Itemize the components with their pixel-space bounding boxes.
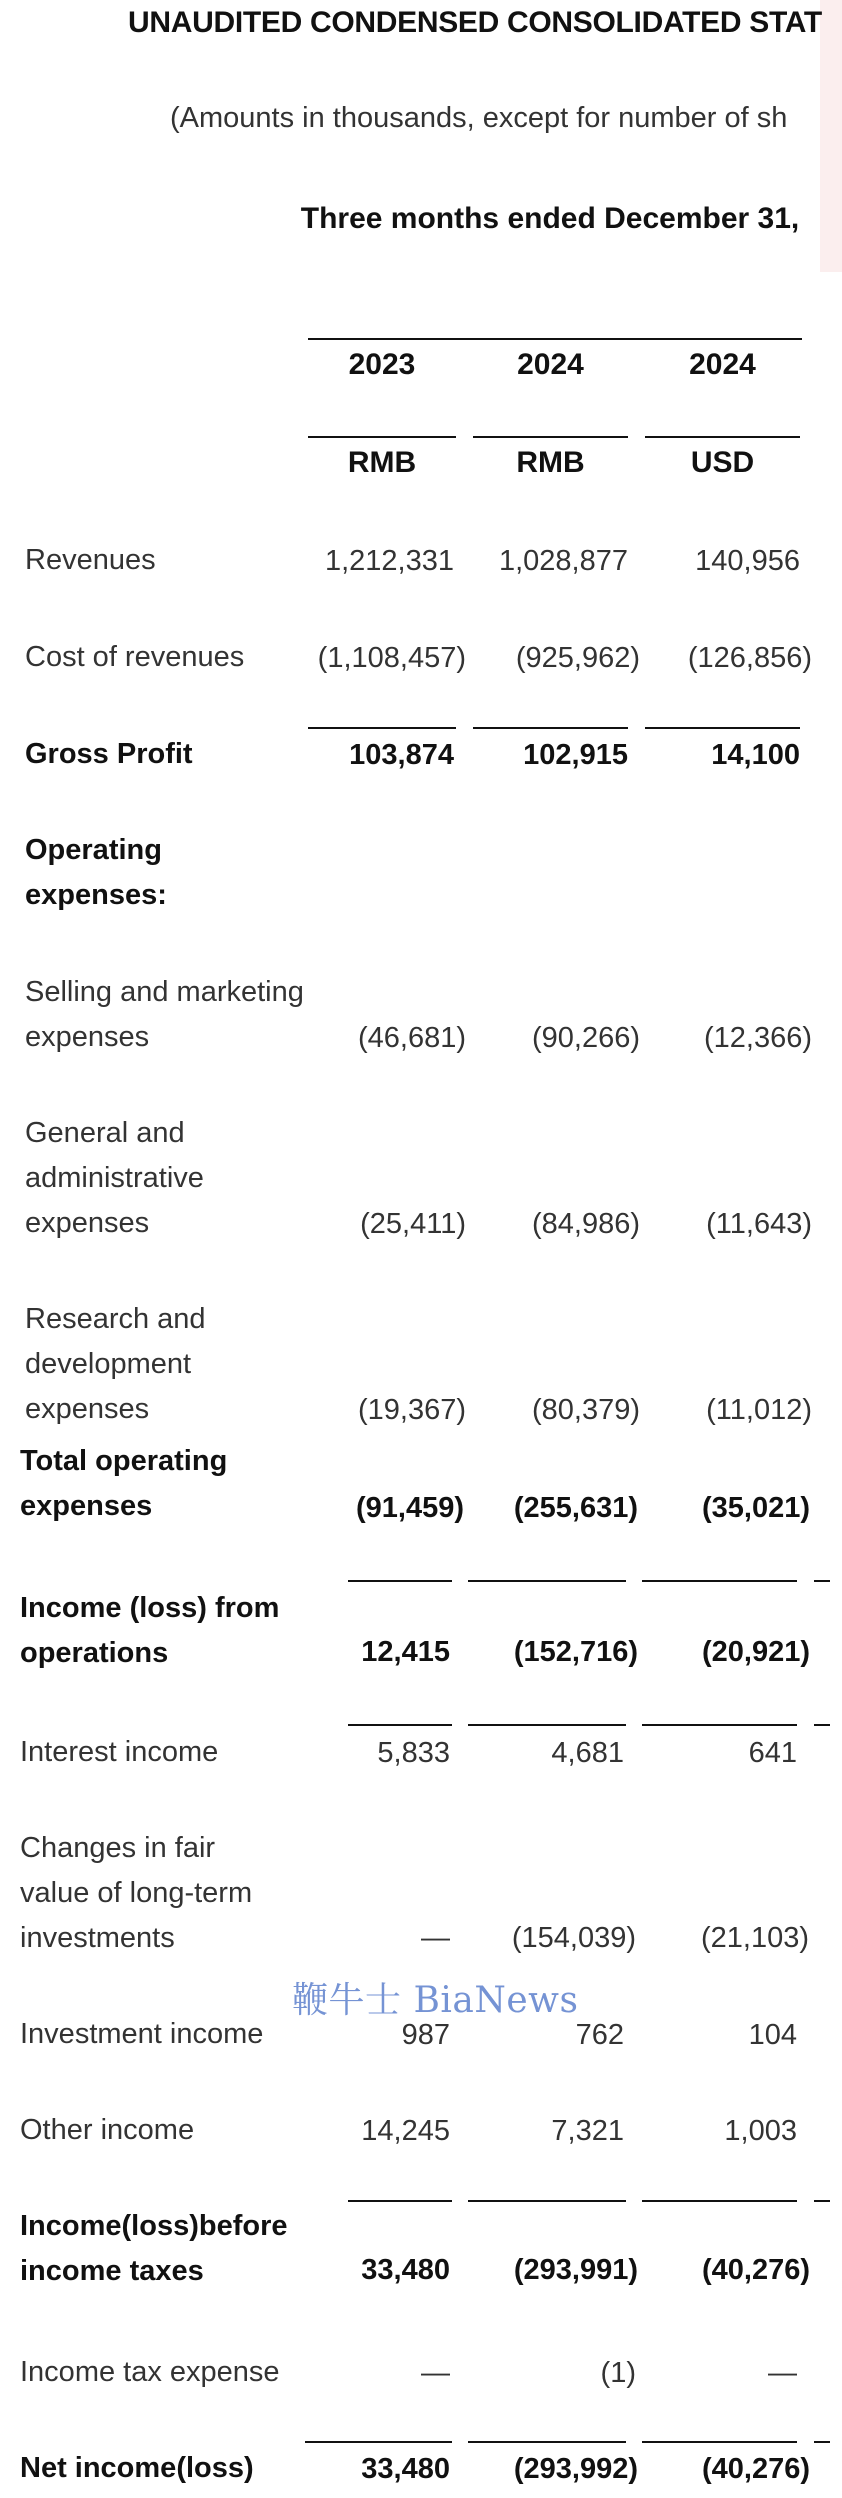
value-cost-2023: (1,108,457) (317, 642, 466, 674)
row-label-total-operating: Total operating expenses (20, 1445, 228, 1522)
value-total-opex-2023: (91,459) (355, 1492, 464, 1524)
value-rd-2023: (19,367) (357, 1394, 466, 1426)
row-label-general-admin: General and administrative expenses (25, 1117, 204, 1239)
row-label-investment-income: Investment income (20, 2018, 264, 2050)
subtotal-rule (468, 1580, 626, 1582)
value-tax-2024-rmb: (1) (600, 2357, 636, 2389)
value-net-2024-usd: (40,276) (701, 2453, 810, 2485)
amounts-note: (Amounts in thousands, except for number of sh (170, 102, 788, 134)
row-label-income-tax: Income tax expense (20, 2356, 280, 2388)
column-rule (308, 436, 456, 438)
value-tax-2024-usd: — (768, 2357, 797, 2389)
value-gross-profit-2024-rmb: 102,915 (523, 739, 628, 771)
row-label-interest-income: Interest income (20, 1736, 219, 1768)
row-label-other-income: Other income (20, 2114, 195, 2146)
row-label-cost-of-revenues: Cost of revenues (25, 641, 245, 673)
subtotal-rule (642, 1724, 797, 1726)
row-label-fair-value-changes: Changes in fair value of long-term investments (20, 1832, 253, 1954)
value-investment-2024-rmb: 762 (575, 2019, 624, 2051)
value-fv-2024-usd: (21,103) (700, 1922, 809, 1954)
total-rule (468, 2441, 626, 2443)
row-label-net-income: Net income(loss) (20, 2452, 254, 2484)
value-net-2024-rmb: (293,992) (513, 2453, 638, 2485)
subtotal-rule (814, 1724, 830, 1726)
subtotal-rule (348, 2200, 452, 2202)
statement-title: UNAUDITED CONDENSED CONSOLIDATED STAT (128, 6, 822, 39)
subtotal-rule (308, 727, 456, 729)
value-pretax-2023: 33,480 (361, 2254, 450, 2286)
value-pretax-2024-rmb: (293,991) (513, 2254, 638, 2286)
column-rule (645, 436, 800, 438)
total-rule (305, 2441, 452, 2443)
value-other-2023: 14,245 (361, 2115, 450, 2147)
subtotal-rule (814, 2200, 830, 2202)
value-other-2024-rmb: 7,321 (551, 2115, 624, 2147)
value-tax-2023: — (421, 2357, 450, 2389)
value-revenues-2024-usd: 140,956 (695, 545, 800, 577)
subtotal-rule (814, 1580, 830, 1582)
row-label-selling-marketing: Selling and marketing expenses (25, 976, 304, 1053)
section-operating-expenses: Operating expenses: (25, 834, 167, 911)
value-net-2023: 33,480 (361, 2453, 450, 2485)
value-selling-2024-rmb: (90,266) (531, 1022, 640, 1054)
value-fv-2023: — (421, 1922, 450, 1954)
subtotal-rule (468, 1724, 626, 1726)
value-selling-2024-usd: (12,366) (703, 1022, 812, 1054)
column-currency: RMB (347, 446, 417, 479)
subtotal-rule (642, 1580, 797, 1582)
value-ga-2023: (25,411) (360, 1208, 466, 1240)
value-revenues-2024-rmb: 1,028,877 (498, 545, 628, 577)
row-label-income-before-taxes: Income(loss)before income taxes (20, 2210, 288, 2287)
row-label-income-from-operations: Income (loss) from operations (20, 1592, 280, 1669)
subtotal-rule (642, 2200, 797, 2202)
row-label-revenues: Revenues (25, 544, 156, 576)
total-rule (642, 2441, 797, 2443)
column-currency: USD (690, 446, 755, 479)
value-other-2024-usd: 1,003 (724, 2115, 797, 2147)
value-gross-profit-2023: 103,874 (349, 739, 454, 771)
value-rd-2024-usd: (11,012) (706, 1394, 812, 1426)
column-year: 2024 (689, 348, 756, 381)
period-header: Three months ended December 31, (300, 202, 800, 235)
value-total-opex-2024-rmb: (255,631) (513, 1492, 638, 1524)
value-interest-2024-rmb: 4,681 (551, 1737, 624, 1769)
value-gross-profit-2024-usd: 14,100 (711, 739, 800, 771)
column-year: 2024 (517, 348, 584, 381)
bianews-watermark: 鞭牛士 BiaNews (292, 1980, 579, 2021)
value-selling-2023: (46,681) (357, 1022, 466, 1054)
value-investment-2024-usd: 104 (748, 2019, 797, 2051)
subtotal-rule (348, 1580, 452, 1582)
row-label-gross-profit: Gross Profit (25, 738, 193, 770)
value-revenues-2023: 1,212,331 (324, 545, 454, 577)
subtotal-rule (348, 1724, 452, 1726)
value-pretax-2024-usd: (40,276) (701, 2254, 810, 2286)
value-interest-2024-usd: 641 (748, 1737, 797, 1769)
total-rule (814, 2441, 830, 2443)
column-year: 2023 (348, 348, 416, 381)
value-ops-2024-usd: (20,921) (701, 1636, 810, 1668)
value-ops-2024-rmb: (152,716) (513, 1636, 638, 1668)
header-rule (308, 338, 802, 340)
column-currency: RMB (516, 446, 585, 479)
value-cost-2024-rmb: (925,962) (515, 642, 640, 674)
value-cost-2024-usd: (126,856) (687, 642, 812, 674)
value-ga-2024-usd: (11,643) (706, 1208, 812, 1240)
subtotal-rule (473, 727, 628, 729)
value-ops-2023: 12,415 (361, 1636, 450, 1668)
subtotal-rule (468, 2200, 626, 2202)
value-total-opex-2024-usd: (35,021) (701, 1492, 810, 1524)
column-rule (473, 436, 628, 438)
row-label-research-dev: Research and development expenses (25, 1303, 206, 1425)
value-ga-2024-rmb: (84,986) (531, 1208, 640, 1240)
subtotal-rule (645, 727, 800, 729)
value-fv-2024-rmb: (154,039) (511, 1922, 636, 1954)
value-interest-2023: 5,833 (377, 1737, 450, 1769)
value-rd-2024-rmb: (80,379) (531, 1394, 640, 1426)
value-investment-2023: 987 (401, 2019, 450, 2051)
right-edge-shading (820, 0, 842, 272)
